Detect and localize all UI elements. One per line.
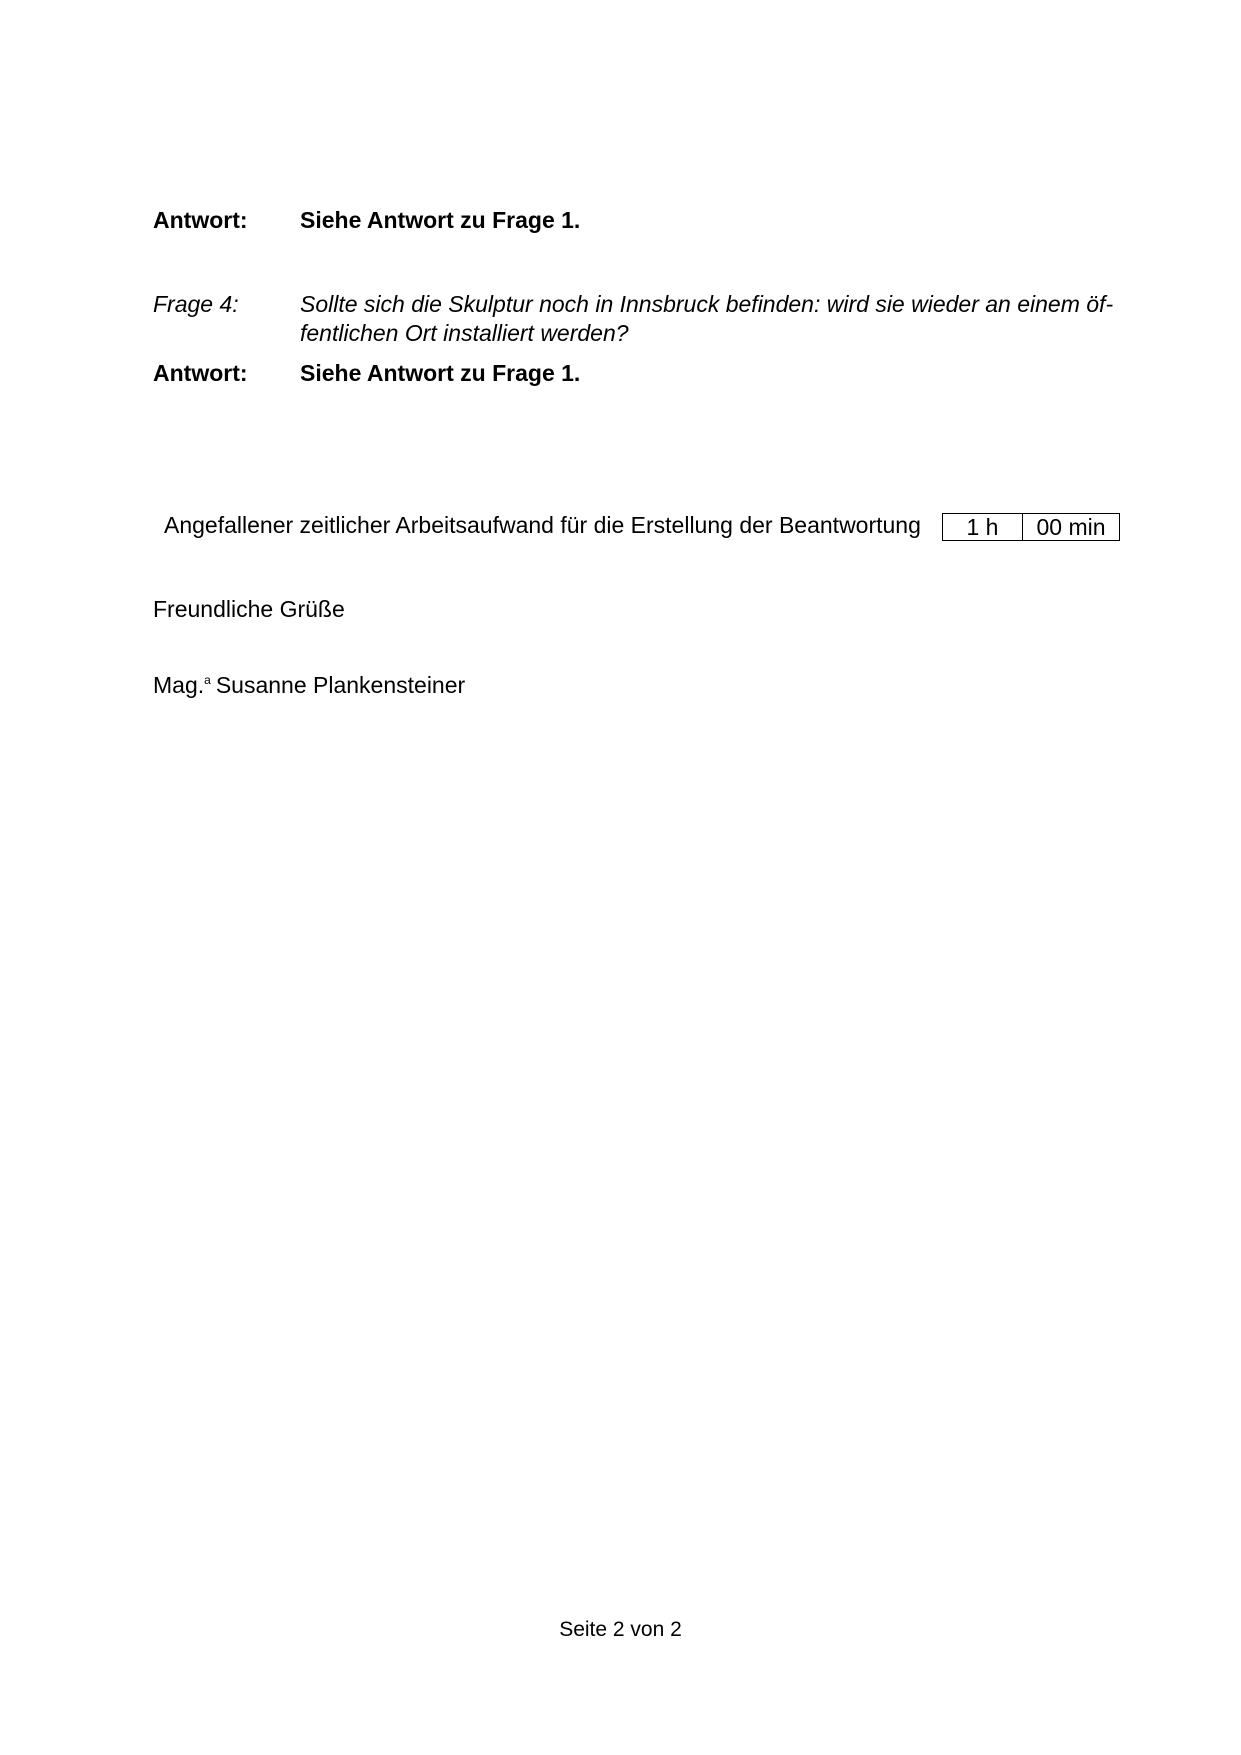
effort-hours: 1 h (943, 514, 1023, 541)
page-number: Seite 2 von 2 (559, 1618, 682, 1641)
answer-label: Antwort: (153, 360, 248, 386)
question-text-line-2: fentlichen Ort installiert werden? (300, 320, 629, 346)
signature-name: Susanne Plankensteiner (215, 672, 466, 698)
answer-label: Antwort: (153, 207, 248, 233)
signature-title-superscript: a (204, 673, 211, 687)
effort-label: Angefallener zeitlicher Arbeitsaufwand für die Erstellung der Beantwortung (164, 512, 921, 538)
question-label: Frage 4: (153, 291, 239, 317)
closing-greeting: Freundliche Grüße (153, 596, 345, 622)
effort-minutes: 00 min (1023, 514, 1120, 541)
signature-title: Mag. (153, 672, 205, 698)
answer-text: Siehe Antwort zu Frage 1. (300, 360, 581, 386)
question-text (300, 290, 1120, 348)
effort-table (942, 513, 1120, 541)
signature (153, 666, 465, 700)
question-row-4 (153, 290, 1113, 348)
answer-text: Siehe Antwort zu Frage 1. (300, 207, 581, 233)
question-text-line-1: Sollte sich die Skulptur noch in Innsbruck befinden: wird sie wieder an einem öf- (300, 291, 1114, 317)
